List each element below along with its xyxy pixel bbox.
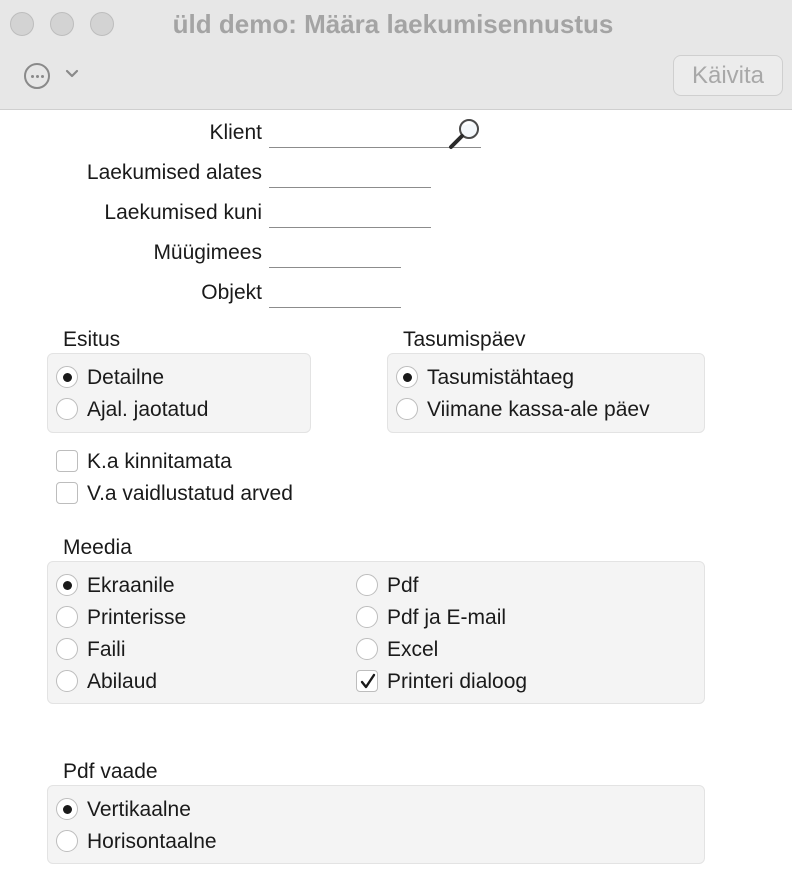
run-button[interactable]: Käivita [673, 55, 783, 96]
tasumistahtaeg-label[interactable]: Tasumistähtaeg [427, 366, 575, 389]
meedia-ekraanile-radio[interactable] [56, 574, 78, 596]
myygimees-input[interactable] [269, 244, 401, 268]
objekt-input[interactable] [269, 284, 401, 308]
ka-kinnitamata-label[interactable]: K.a kinnitamata [87, 450, 232, 473]
pdf-vertikaalne-radio[interactable] [56, 798, 78, 820]
ka-kinnitamata-checkbox[interactable] [56, 450, 78, 472]
meedia-pdf-ja-email-label[interactable]: Pdf ja E-mail [387, 606, 507, 629]
laekumised-kuni-label: Laekumised kuni [104, 201, 262, 224]
laekumised-kuni-input[interactable] [269, 204, 431, 228]
viimane-kassa-ale-paev-radio[interactable] [396, 398, 418, 420]
meedia-ekraanile-label[interactable]: Ekraanile [87, 574, 175, 597]
va-vaidlustatud-arved-checkbox[interactable] [56, 482, 78, 504]
esitus-detailne-label[interactable]: Detailne [87, 366, 165, 389]
viimane-kassa-ale-paev-label[interactable]: Viimane kassa-ale päev [427, 398, 650, 421]
esitus-heading: Esitus [63, 328, 121, 351]
chevron-down-icon[interactable] [64, 66, 80, 82]
meedia-pdf-label[interactable]: Pdf [387, 574, 419, 597]
meedia-faili-label[interactable]: Faili [87, 638, 126, 661]
meedia-pdf-ja-email-radio[interactable] [356, 606, 378, 628]
laekumised-alates-label: Laekumised alates [86, 161, 262, 184]
printeri-dialoog-checkbox[interactable] [356, 670, 378, 692]
tasumistahtaeg-radio[interactable] [396, 366, 418, 388]
pdf-horisontaalne-radio[interactable] [56, 830, 78, 852]
meedia-printerisse-radio[interactable] [56, 606, 78, 628]
klient-label: Klient [209, 121, 262, 144]
meedia-printerisse-label[interactable]: Printerisse [87, 606, 187, 629]
pdf-horisontaalne-label[interactable]: Horisontaalne [87, 830, 217, 853]
more-options-icon[interactable] [24, 63, 50, 89]
objekt-label: Objekt [201, 281, 262, 304]
myygimees-label: Müügimees [153, 241, 262, 264]
printeri-dialoog-label[interactable]: Printeri dialoog [387, 670, 528, 693]
window-title [0, 9, 792, 40]
meedia-heading: Meedia [63, 536, 132, 559]
esitus-ajal-jaotatud-label[interactable]: Ajal. jaotatud [87, 398, 209, 421]
laekumised-alates-input[interactable] [269, 164, 431, 188]
pdf-vaade-heading: Pdf vaade [63, 760, 158, 783]
tasumispaev-heading: Tasumispäev [403, 328, 526, 351]
meedia-abilaud-label[interactable]: Abilaud [87, 670, 158, 693]
checkmark-icon [358, 672, 378, 692]
pdf-vertikaalne-label[interactable]: Vertikaalne [87, 798, 191, 821]
meedia-excel-radio[interactable] [356, 638, 378, 660]
search-icon[interactable] [447, 117, 483, 151]
esitus-ajal-jaotatud-radio[interactable] [56, 398, 78, 420]
esitus-detailne-radio[interactable] [56, 366, 78, 388]
window-title-text: üld demo: Määra laekumisennustus [172, 9, 614, 39]
meedia-abilaud-radio[interactable] [56, 670, 78, 692]
meedia-faili-radio[interactable] [56, 638, 78, 660]
meedia-pdf-radio[interactable] [356, 574, 378, 596]
title-bar [0, 0, 792, 110]
meedia-excel-label[interactable]: Excel [387, 638, 439, 661]
va-vaidlustatud-arved-label[interactable]: V.a vaidlustatud arved [87, 482, 293, 505]
